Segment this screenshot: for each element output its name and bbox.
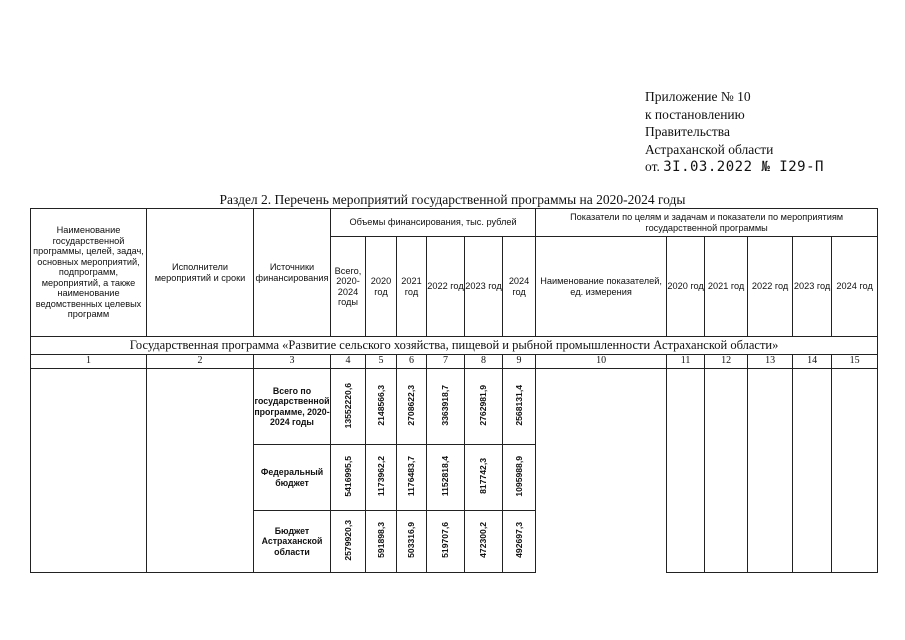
appendix-line-3: Правительства	[645, 124, 730, 139]
col-number-1: 1	[31, 355, 147, 369]
value-cell: 13552220,6	[342, 382, 353, 428]
appendix-block	[645, 88, 824, 177]
source-cell: Федеральный бюджет	[254, 445, 331, 511]
value-cell: 503316,9	[406, 522, 417, 559]
col-number-10: 10	[536, 355, 667, 369]
header-year-2020: 2020 год	[366, 237, 397, 337]
header-year-2023: 2023 год	[465, 237, 503, 337]
appendix-date-number: 3I.03.2022 № I29-П	[663, 159, 824, 175]
col-number-11: 11	[667, 355, 705, 369]
col-number-9: 9	[503, 355, 536, 369]
header-program-name: Наименование государственной программы, целей, задач, основных мероприятий, подпрограмм, мероприятий, а также наименование ведомственных целевых программ	[31, 209, 147, 337]
col-number-5: 5	[366, 355, 397, 369]
value-cell: 2762981,9	[478, 384, 489, 426]
col-number-7: 7	[427, 355, 465, 369]
col-number-12: 12	[705, 355, 748, 369]
value-cell: 1176483,7	[406, 456, 417, 497]
ind-value-blank	[667, 369, 705, 573]
header-year-2024: 2024 год	[503, 237, 536, 337]
col-number-15: 15	[832, 355, 878, 369]
value-cell: 3363918,7	[440, 384, 451, 426]
appendix-line-2: к постановлению	[645, 106, 745, 122]
value-cell: 817742,3	[478, 458, 489, 495]
col-number-4: 4	[331, 355, 366, 369]
ind-value-blank	[793, 369, 832, 573]
section-title: Раздел 2. Перечень мероприятий государственной программы на 2020-2024 годы	[219, 192, 686, 207]
col-number-2: 2	[147, 355, 254, 369]
value-cell: 2148566,3	[375, 384, 386, 426]
header-ind-year-2021: 2021 год	[705, 237, 748, 337]
col-number-14: 14	[793, 355, 832, 369]
value-cell: 2579920,3	[342, 519, 353, 561]
measures-table	[30, 208, 878, 573]
value-cell: 1152818,4	[440, 456, 451, 497]
col-number-8: 8	[465, 355, 503, 369]
executors-cell	[147, 369, 254, 573]
header-year-2021: 2021 год	[397, 237, 427, 337]
ind-value-blank	[748, 369, 793, 573]
header-ind-year-2023: 2023 год	[793, 237, 832, 337]
value-cell: 2568131,4	[513, 384, 524, 426]
appendix-line-4: Астраханской области	[645, 141, 774, 157]
source-cell: Всего по государственной программе, 2020-2024 годы	[254, 369, 331, 445]
table-row	[31, 369, 878, 445]
value-cell: 2708622,3	[406, 384, 417, 426]
header-indicator-name: Наименование показателей, ед. измерения	[536, 237, 667, 337]
value-cell: 1095988,9	[513, 455, 524, 497]
header-ind-year-2022: 2022 год	[748, 237, 793, 337]
col-number-3: 3	[254, 355, 331, 369]
value-cell: 519707,6	[440, 522, 451, 559]
header-sources: Источники финансирования	[254, 209, 331, 337]
source-cell: Бюджет Астраханской области	[254, 511, 331, 573]
value-cell: 5416995,5	[342, 455, 353, 497]
ind-value-blank	[832, 369, 878, 573]
value-cell: 472300,2	[478, 522, 489, 559]
program-title-row: Государственная программа «Развитие сельского хозяйства, пищевой и рыбной промышленности Астраханской области»	[31, 337, 878, 355]
header-ind-year-2024: 2024 год	[832, 237, 878, 337]
header-year-2022: 2022 год	[427, 237, 465, 337]
appendix-date-line	[645, 158, 824, 177]
header-ind-year-2020: 2020 год	[667, 237, 705, 337]
header-total: Всего, 2020-2024 годы	[331, 237, 366, 337]
indicator-name-blank	[536, 369, 667, 573]
program-name-cell	[31, 369, 147, 573]
col-number-6: 6	[397, 355, 427, 369]
value-cell: 492697,3	[513, 522, 524, 559]
header-executors: Исполнители мероприятий и сроки	[147, 209, 254, 337]
header-financing-group: Объемы финансирования, тыс. рублей	[331, 209, 536, 237]
ind-value-blank	[705, 369, 748, 573]
value-cell: 1173962,2	[375, 456, 386, 497]
header-indicators-group: Показатели по целям и задачам и показатели по мероприятиям государственной программы	[536, 209, 878, 237]
appendix-date-prefix: от.	[645, 159, 660, 174]
value-cell: 591898,3	[375, 522, 386, 559]
appendix-line-1: Приложение № 10	[645, 89, 751, 104]
col-number-13: 13	[748, 355, 793, 369]
